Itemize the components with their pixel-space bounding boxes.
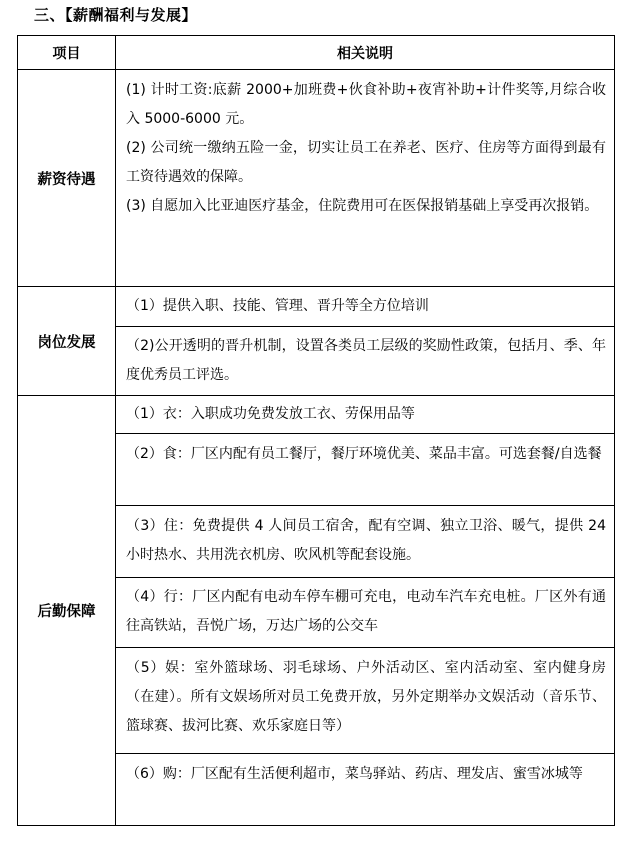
- logistics-housing-cell: [116, 506, 615, 578]
- table-row: [18, 396, 615, 434]
- logistics-food-cell: [116, 434, 615, 506]
- benefits-table: [17, 35, 615, 826]
- logistics-clothing: （1）衣：入职成功免费发放工衣、劳保用品等: [126, 406, 415, 422]
- career-item-1-cell: [116, 287, 615, 327]
- career-item-1: （1）提供入职、技能、管理、晋升等全方位培训: [126, 298, 429, 314]
- salary-item-2: (2) 公司统一缴纳五险一金，切实让员工在养老、医疗、住房等方面得到最有工资待遇效的保障。: [126, 140, 606, 185]
- logistics-shopping-cell: [116, 754, 615, 826]
- logistics-food: （2）食：厂区内配有员工餐厅，餐厅环境优美、菜品丰富。可选套餐/自选餐: [126, 446, 602, 462]
- logistics-clothing-cell: [116, 396, 615, 434]
- table-row: [18, 70, 615, 287]
- header-item: 项目: [18, 36, 116, 70]
- row-label-logistics: 后勤保障: [18, 396, 116, 826]
- logistics-transport: （4）行：厂区内配有电动车停车棚可充电，电动车汽车充电桩。厂区外有通往高铁站，吾悦广场，万达广场的公交车: [126, 589, 606, 634]
- section-title: 三、【薪酬福利与发展】: [34, 6, 198, 24]
- logistics-entertainment: （5）娱：室外篮球场、羽毛球场、户外活动区、室内活动室、室内健身房（在建）。所有文娱场所对员工免费开放，另外定期举办文娱活动（音乐节、篮球赛、拔河比赛、欢乐家庭日等）: [126, 660, 606, 734]
- career-item-2-cell: [116, 327, 615, 396]
- logistics-transport-cell: [116, 578, 615, 648]
- row-label-career: 岗位发展: [18, 287, 116, 396]
- logistics-shopping: （6）购：厂区配有生活便利超市，菜鸟驿站、药店、理发店、蜜雪冰城等: [126, 766, 583, 782]
- table-header-row: [18, 36, 615, 70]
- header-description: 相关说明: [116, 36, 615, 70]
- logistics-entertainment-cell: [116, 648, 615, 754]
- salary-item-3: (3) 自愿加入比亚迪医疗基金，住院费用可在医保报销基础上享受再次报销。: [126, 198, 599, 214]
- salary-item-1: (1) 计时工资:底薪 2000+加班费+伙食补助+夜宵补助+计件奖等,月综合收入 5000-6000 元。: [126, 82, 606, 127]
- logistics-housing: （3）住：免费提供 4 人间员工宿舍，配有空调、独立卫浴、暖气，提供 24 小时热水、共用洗衣机房、吹风机等配套设施。: [126, 518, 606, 563]
- salary-description: [116, 70, 615, 287]
- row-label-salary: 薪资待遇: [18, 70, 116, 287]
- table-row: [18, 287, 615, 327]
- career-item-2: （2)公开透明的晋升机制，设置各类员工层级的奖励性政策，包括月、季、年度优秀员工评选。: [126, 338, 606, 383]
